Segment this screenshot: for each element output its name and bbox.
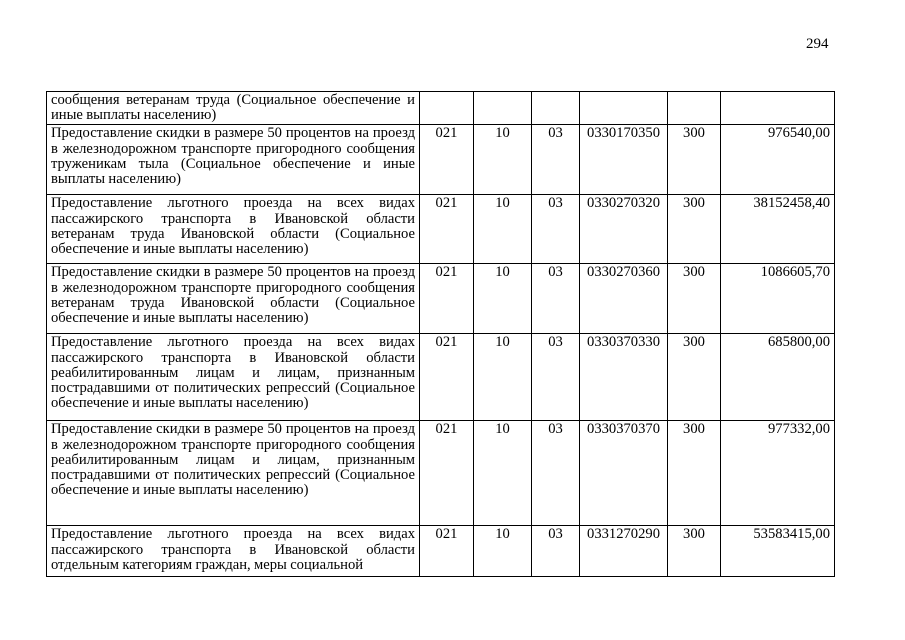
row-subsection-code: 03	[532, 125, 580, 195]
row-ministry-code: 021	[420, 125, 474, 195]
row-section-code: 10	[474, 334, 532, 421]
row-expense-type: 300	[668, 421, 721, 526]
row-expense-type: 300	[668, 334, 721, 421]
row-subsection-code: 03	[532, 334, 580, 421]
row-amount: 976540,00	[721, 125, 835, 195]
row-expense-type: 300	[668, 526, 721, 577]
row-section-code	[474, 92, 532, 125]
row-amount	[721, 92, 835, 125]
row-description: Предоставление скидки в размере 50 процентов на проезд в железнодорожном транспорте пригородного сообщения труженикам тыла (Социальное обеспечение и иные выплаты населению)	[47, 125, 420, 195]
row-description: Предоставление льготного проезда на всех видах пассажирского транспорта в Ивановской области реабилитированным лицам и лицам, признанным пострадавшими от политических репрессий (Социальное обеспечение и иные выплаты населению)	[47, 334, 420, 421]
row-subsection-code: 03	[532, 421, 580, 526]
row-target-article: 0330270320	[580, 195, 668, 264]
table-row	[47, 195, 835, 264]
row-target-article: 0330370370	[580, 421, 668, 526]
table-row	[47, 334, 835, 421]
row-amount: 1086605,70	[721, 264, 835, 334]
page-number: 294	[806, 36, 829, 52]
row-amount: 977332,00	[721, 421, 835, 526]
row-target-article: 0330270360	[580, 264, 668, 334]
row-description: Предоставление льготного проезда на всех видах пассажирского транспорта в Ивановской области отдельным категориям граждан, меры социальной	[47, 526, 420, 577]
row-ministry-code: 021	[420, 421, 474, 526]
row-target-article: 0330370330	[580, 334, 668, 421]
row-description: Предоставление льготного проезда на всех видах пассажирского транспорта в Ивановской области ветеранам труда Ивановской области (Социальное обеспечение и иные выплаты населению)	[47, 195, 420, 264]
row-amount: 38152458,40	[721, 195, 835, 264]
row-description: сообщения ветеранам труда (Социальное обеспечение и иные выплаты населению)	[47, 92, 420, 125]
row-amount: 685800,00	[721, 334, 835, 421]
row-ministry-code: 021	[420, 526, 474, 577]
row-ministry-code: 021	[420, 195, 474, 264]
row-section-code: 10	[474, 125, 532, 195]
row-section-code: 10	[474, 195, 532, 264]
row-amount: 53583415,00	[721, 526, 835, 577]
row-subsection-code: 03	[532, 526, 580, 577]
row-subsection-code	[532, 92, 580, 125]
table-row	[47, 526, 835, 577]
table-row	[47, 125, 835, 195]
row-subsection-code: 03	[532, 264, 580, 334]
table-row	[47, 92, 835, 125]
row-section-code: 10	[474, 264, 532, 334]
budget-table	[46, 91, 835, 577]
row-expense-type: 300	[668, 195, 721, 264]
row-target-article: 0330170350	[580, 125, 668, 195]
row-ministry-code: 021	[420, 334, 474, 421]
row-section-code: 10	[474, 526, 532, 577]
row-ministry-code: 021	[420, 264, 474, 334]
row-expense-type	[668, 92, 721, 125]
row-subsection-code: 03	[532, 195, 580, 264]
row-description: Предоставление скидки в размере 50 процентов на проезд в железнодорожном транспорте пригородного сообщения ветеранам труда Ивановской области (Социальное обеспечение и иные выплаты населению)	[47, 264, 420, 334]
row-expense-type: 300	[668, 264, 721, 334]
row-target-article: 0331270290	[580, 526, 668, 577]
table-row	[47, 264, 835, 334]
row-target-article	[580, 92, 668, 125]
row-section-code: 10	[474, 421, 532, 526]
row-description: Предоставление скидки в размере 50 процентов на проезд в железнодорожном транспорте пригородного сообщения реабилитированным лицам и лицам, признанным пострадавшими от политических репрессий (Социальное обеспечение и иные выплаты населению)	[47, 421, 420, 526]
row-expense-type: 300	[668, 125, 721, 195]
row-ministry-code	[420, 92, 474, 125]
table-row	[47, 421, 835, 526]
